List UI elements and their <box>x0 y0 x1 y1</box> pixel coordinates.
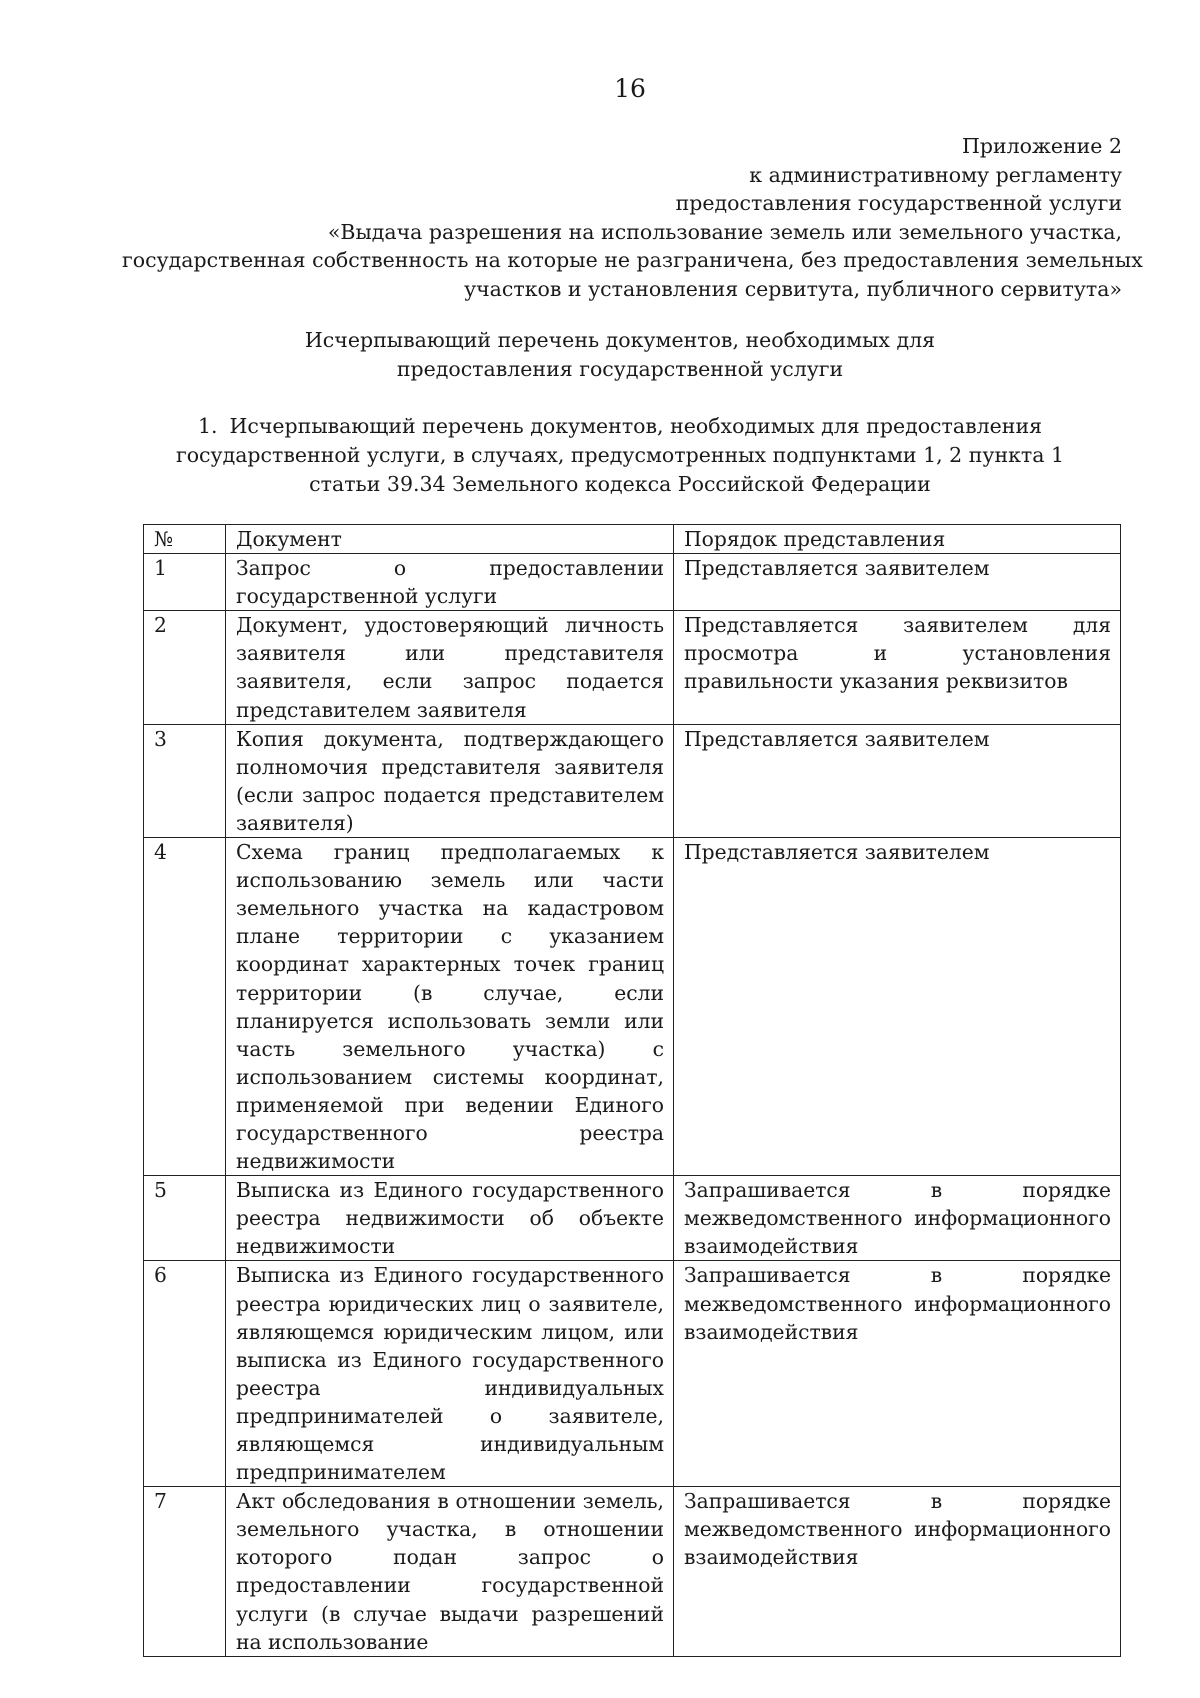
row-order: Представляется заявителем <box>674 554 1121 611</box>
table-row <box>144 611 1121 724</box>
row-order: Представляется заявителем для просмотра и установления правильности указания реквизитов <box>674 611 1121 724</box>
document-heading <box>0 326 1200 383</box>
table-row <box>144 554 1121 611</box>
table-row <box>144 1487 1121 1657</box>
appendix-line: предоставления государственной услуги <box>675 191 1122 216</box>
page-number: 16 <box>614 74 646 103</box>
row-document: Запрос о предоставлении государственной услуги <box>226 554 674 611</box>
header-order: Порядок представления <box>674 525 1121 554</box>
row-document: Документ, удостоверяющий личность заявителя или представителя заявителя, если запрос подается представителем заявителя <box>226 611 674 724</box>
row-document: Схема границ предполагаемых к использованию земель или части земельного участка на кадастровом плане территории с указанием координат характерных точек границ территории (в случае, если планируется использовать земли или часть земельного участка) с использованием системы координат, применяемой при ведении Единого государственного реестра недвижимости <box>226 838 674 1176</box>
documents-table <box>143 524 1121 1657</box>
row-number: 1 <box>144 554 226 611</box>
header-number: № <box>144 525 226 554</box>
appendix-block <box>122 132 1143 304</box>
appendix-line: участков и установления сервитута, публичного сервитута» <box>464 276 1122 301</box>
table-row <box>144 724 1121 837</box>
section-heading-text: Исчерпывающий перечень документов, необходимых для предоставления <box>229 414 1043 438</box>
section-heading-line: статьи 39.34 Земельного кодекса Российской Федерации <box>309 472 931 496</box>
table-row <box>144 1261 1121 1487</box>
appendix-line: «Выдача разрешения на использование земель или земельного участка, <box>327 219 1122 244</box>
row-document: Выписка из Единого государственного реестра юридических лиц о заявителе, являющемся юридическим лицом, или выписка из Единого государственного реестра индивидуальных предпринимателей о заявителе, являющемся индивидуальным предпринимателем <box>226 1261 674 1487</box>
row-order: Запрашивается в порядке межведомственного информационного взаимодействия <box>674 1176 1121 1261</box>
row-document: Выписка из Единого государственного реестра недвижимости об объекте недвижимости <box>226 1176 674 1261</box>
appendix-line: к административному регламенту <box>749 162 1122 187</box>
heading-line: предоставления государственной услуги <box>396 356 844 381</box>
row-order: Представляется заявителем <box>674 724 1121 837</box>
heading-line: Исчерпывающий перечень документов, необходимых для <box>304 328 936 352</box>
appendix-line: государственная собственность на которые не разграничена, без предоставления земельных <box>122 248 1143 273</box>
row-number: 2 <box>144 611 226 724</box>
row-number: 5 <box>144 1176 226 1261</box>
row-number: 4 <box>144 838 226 1176</box>
table-row <box>144 1176 1121 1261</box>
appendix-line: Приложение 2 <box>961 134 1122 158</box>
section-heading-line: государственной услуги, в случаях, предусмотренных подпунктами 1, 2 пункта 1 <box>175 443 1065 467</box>
row-number: 7 <box>144 1487 226 1657</box>
row-order: Запрашивается в порядке межведомственного информационного взаимодействия <box>674 1487 1121 1657</box>
row-number: 3 <box>144 724 226 837</box>
table-row <box>144 838 1121 1176</box>
section-heading <box>0 412 1200 499</box>
section-number: 1. <box>197 414 218 438</box>
table-header-row <box>144 525 1121 554</box>
section-heading-line <box>0 412 1200 441</box>
row-order: Запрашивается в порядке межведомственного информационного взаимодействия <box>674 1261 1121 1487</box>
row-number: 6 <box>144 1261 226 1487</box>
row-order: Представляется заявителем <box>674 838 1121 1176</box>
row-document: Акт обследования в отношении земель, земельного участка, в отношении которого подан запрос о предоставлении государственной услуги (в случае выдачи разрешений на использование <box>226 1487 674 1657</box>
header-document: Документ <box>226 525 674 554</box>
row-document: Копия документа, подтверждающего полномочия представителя заявителя (если запрос подается представителем заявителя) <box>226 724 674 837</box>
